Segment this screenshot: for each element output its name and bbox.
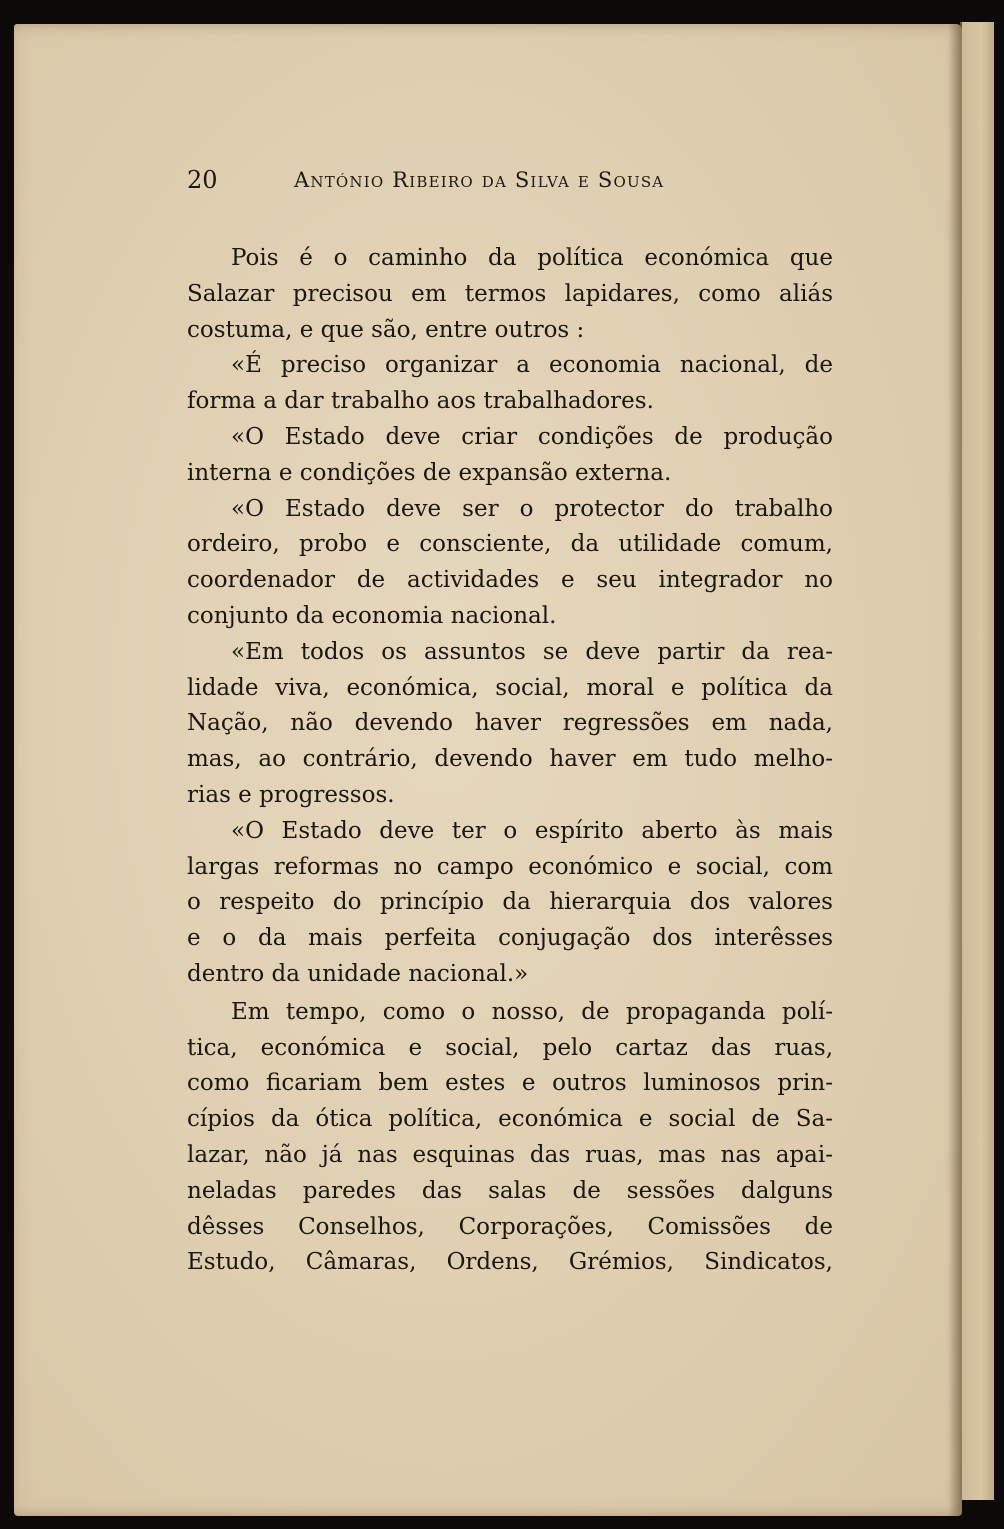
text-line: Estudo, Câmaras, Ordens, Grémios, Sindicatos, — [187, 1249, 833, 1276]
text-line: interna e condições de expansão externa. — [187, 459, 672, 486]
gutter-shadow — [948, 24, 962, 1516]
text-line: lazar, não já nas esquinas das ruas, mas nas apai- — [187, 1141, 833, 1168]
text-line: dêsses Conselhos, Corporações, Comissões de — [187, 1213, 833, 1240]
text-line: forma a dar trabalho aos trabalhadores. — [187, 388, 654, 415]
adjacent-page-edge — [960, 22, 994, 1500]
text-line: Salazar precisou em termos lapidares, como aliás — [187, 280, 833, 307]
text-line: «O Estado deve ter o espírito aberto às mais — [231, 817, 833, 844]
text-line: «O Estado deve ser o protector do trabalho — [231, 495, 833, 522]
text-line: dentro da unidade nacional.» — [187, 960, 529, 987]
text-line: neladas paredes das salas de sessões dalguns — [187, 1177, 833, 1204]
text-line: «Em todos os assuntos se deve partir da rea- — [231, 638, 833, 665]
text-line: coordenador de actividades e seu integrador no — [187, 567, 833, 594]
running-header — [187, 166, 727, 200]
text-line: mas, ao contrário, devendo haver em tudo melho- — [187, 746, 833, 773]
text-line: como ficariam bem estes e outros luminosos prin- — [187, 1070, 833, 1097]
text-line: ordeiro, probo e consciente, da utilidade comum, — [187, 531, 833, 558]
text-line: conjunto da economia nacional. — [187, 602, 557, 629]
text-line: o respeito do princípio da hierarquia dos valores — [187, 889, 833, 916]
text-line: «É preciso organizar a economia nacional, de — [231, 352, 833, 379]
text-line: Nação, não devendo haver regressões em nada, — [187, 710, 833, 737]
text-line: tica, económica e social, pelo cartaz das ruas, — [187, 1034, 833, 1061]
page-body — [187, 241, 833, 1281]
text-line: rias e progressos. — [187, 781, 395, 808]
text-line: lidade viva, económica, social, moral e política da — [187, 674, 833, 701]
text-line: «O Estado deve criar condições de produção — [231, 423, 833, 450]
text-line: e o da mais perfeita conjugação dos interêsses — [187, 925, 833, 952]
running-head-author: António Ribeiro da Silva e Sousa — [294, 168, 665, 192]
text-line: costuma, e que são, entre outros : — [187, 316, 585, 343]
text-line: Pois é o caminho da política económica que — [231, 245, 833, 271]
page-number: 20 — [187, 166, 218, 194]
text-line: Em tempo, como o nosso, de propaganda polí- — [231, 998, 833, 1025]
text-line: cípios da ótica política, económica e social de Sa- — [187, 1106, 833, 1133]
text-line: largas reformas no campo económico e social, com — [187, 853, 833, 880]
